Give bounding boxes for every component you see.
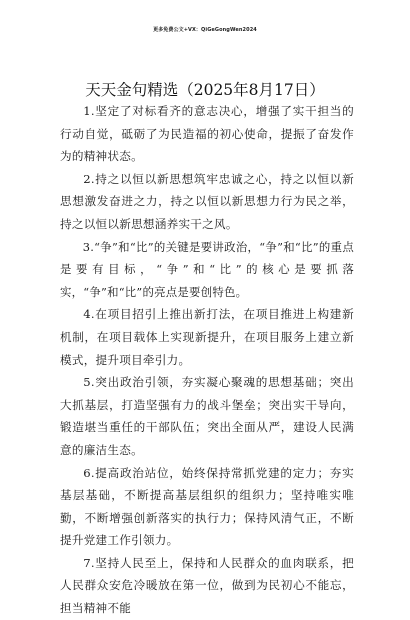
paragraph-6: 6.提高政治站位，始终保持常抓党建的定力；夯实基层基础，不断提高基层组织的组织力；坚持唯实唯勤，不断增强创新落实的执行力；保持风清气正，不断提升党建工作引领力。 (60, 465, 354, 548)
document-body (60, 100, 354, 620)
header-note: 更多免费公文+VX：QiGeGongWen2024 (153, 27, 257, 33)
paragraph-1: 1.坚定了对标看齐的意志决心，增强了实干担当的行动自觉，砥砺了为民造福的初心使命，提振了奋发作为的精神状态。 (60, 104, 354, 164)
paragraph-7: 7.坚持人民至上，保持和人民群众的血肉联系，把人民群众安危冷暖放在第一位，做到为民初心不能忘，担当精神不能 (60, 555, 354, 616)
paragraph-5: 5.突出政治引领，夯实凝心聚魂的思想基础；突出大抓基层，打造坚强有力的战斗堡垒；突出实干导向，锻造堪当重任的干部队伍；突出全面从严，建设人民满意的廉洁生态。 (60, 375, 354, 457)
page-title: 天天金句精选（2025年8月17日） (85, 81, 325, 99)
paragraph-3: 3.“争”和“比”的关键是要讲政治，“争”和“比”的重点是要有目标，“争”和“比”的核心是要抓落实，“争”和“比”的亮点是要创特色。 (60, 239, 354, 299)
paragraph-2: 2.持之以恒以新思想筑牢忠诚之心，持之以恒以新思想激发奋进之力，持之以恒以新思想力行为民之举，持之以恒以新思想涵养实干之风。 (60, 171, 354, 231)
paragraph-4: 4.在项目招引上推出新打法，在项目推进上构建新机制，在项目载体上实现新提升，在项目服务上建立新模式，提升项目牵引力。 (60, 307, 354, 367)
